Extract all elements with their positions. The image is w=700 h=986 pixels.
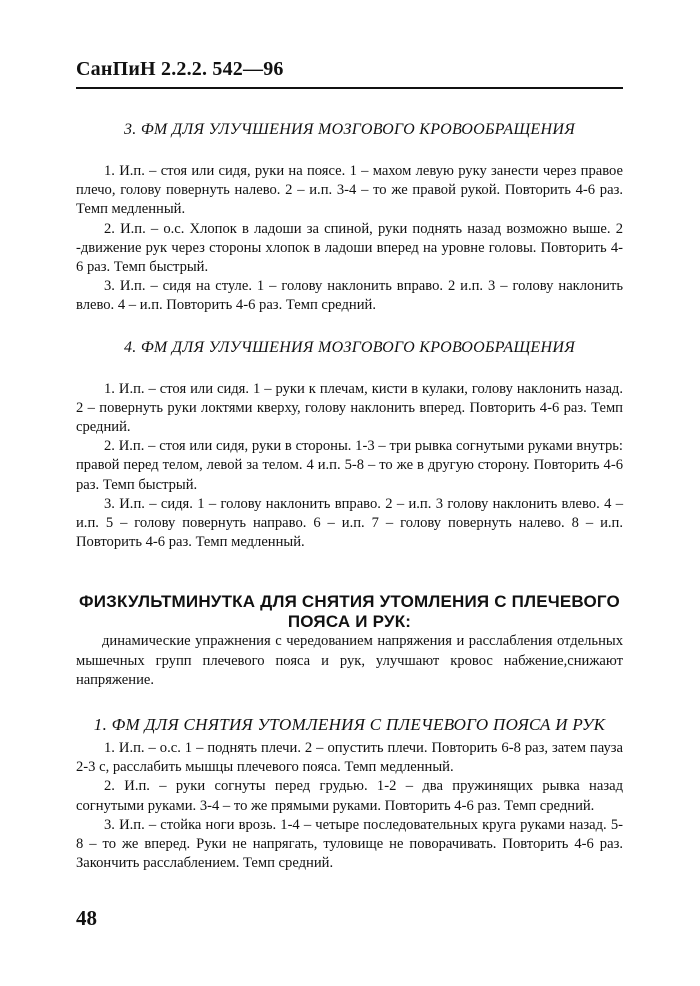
fatigue-intro: динамические упражнения с чередованием напряжения и расслабления отдельных мышечных групп плечевого пояса и рук, улучшают кровос набжение,снижают напряжение. xyxy=(76,633,623,688)
fatigue-heading: ФИЗКУЛЬТМИНУТКА ДЛЯ СНЯТИЯ УТОМЛЕНИЯ С ПЛЕЧЕВОГО ПОЯСА И РУК: xyxy=(79,592,620,632)
fatigue-section-1-item-3: 3. И.п. – стойка ноги врозь. 1-4 – четыре последовательных круга руками назад. 5-8 – то же вперед. Руки не напрягать, туловище не поворачивать. Повторить 4-6 раз. Закончить расслаблением. Темп средний. xyxy=(76,816,623,872)
section-3-item-1: 1. И.п. – стоя или сидя, руки на поясе. 1 – махом левую руку занести через правое плечо, голову повернуть налево. 2 – и.п. 3-4 – то же правой рукой. Повторить 4-6 раз. Темп медленный. xyxy=(76,163,623,218)
section-3-item-2: 2. И.п. – о.с. Хлопок в ладоши за спиной, руки поднять назад возможно выше. 2 -движение рук через стороны хлопок в ладоши вперед на уровне головы. Повторить 4-6 раз. Темп быстрый. xyxy=(76,220,623,276)
page-content xyxy=(76,120,623,873)
fatigue-section-1-title: 1. ФМ ДЛЯ СНЯТИЯ УТОМЛЕНИЯ С ПЛЕЧЕВОГО ПОЯСА И РУК xyxy=(93,715,606,735)
section-4-title: 4. ФМ ДЛЯ УЛУЧШЕНИЯ МОЗГОВОГО КРОВООБРАЩЕНИЯ xyxy=(123,338,576,356)
section-4-item-1: 1. И.п. – стоя или сидя. 1 – руки к плечам, кисти в кулаки, голову наклонить назад. 2 – повернуть руки локтями кверху, голову наклонить вперед. Повторить 4-6 раз. Темп средний. xyxy=(76,380,623,436)
fatigue-section-1-item-2: 2. И.п. – руки согнуты перед грудью. 1-2 – два пружинящих рывка назад согнутыми руками. 3-4 – то же прямыми руками. Повторить 4-6 раз. Темп средний. xyxy=(76,778,623,814)
section-4-item-2: 2. И.п. – стоя или сидя, руки в стороны. 1-3 – три рывка согнутыми руками внутрь: правой перед телом, левой за телом. 4 и.п. 5-8 – то же в другую сторону. Повторить 4-6 раз. Темп быстрый. xyxy=(76,438,623,493)
page-number: 48 xyxy=(76,906,97,930)
header-rule xyxy=(76,87,623,89)
section-3-item-3: 3. И.п. – сидя на стуле. 1 – голову наклонить вправо. 2 и.п. 3 – голову наклонить влево. 4 – и.п. Повторить 4-6 раз. Темп средний. xyxy=(76,278,623,314)
page-header-title: СанПиН 2.2.2. 542—96 xyxy=(76,58,284,80)
section-4-item-3: 3. И.п. – сидя. 1 – голову наклонить вправо. 2 – и.п. 3 голову наклонить влево. 4 – и.п. 5 – голову повернуть направо. 6 – и.п. 7 – голову повернуть налево. 8 – и.п. Повторить 4-6 раз. Темп медленный. xyxy=(76,495,623,551)
section-3-title: 3. ФМ ДЛЯ УЛУЧШЕНИЯ МОЗГОВОГО КРОВООБРАЩЕНИЯ xyxy=(123,121,576,138)
fatigue-section-1-item-1: 1. И.п. – о.с. 1 – поднять плечи. 2 – опустить плечи. Повторить 6-8 раз, затем пауза 2-3 с, расслабить мышцы плечевого пояса. Темп медленный. xyxy=(76,740,623,776)
